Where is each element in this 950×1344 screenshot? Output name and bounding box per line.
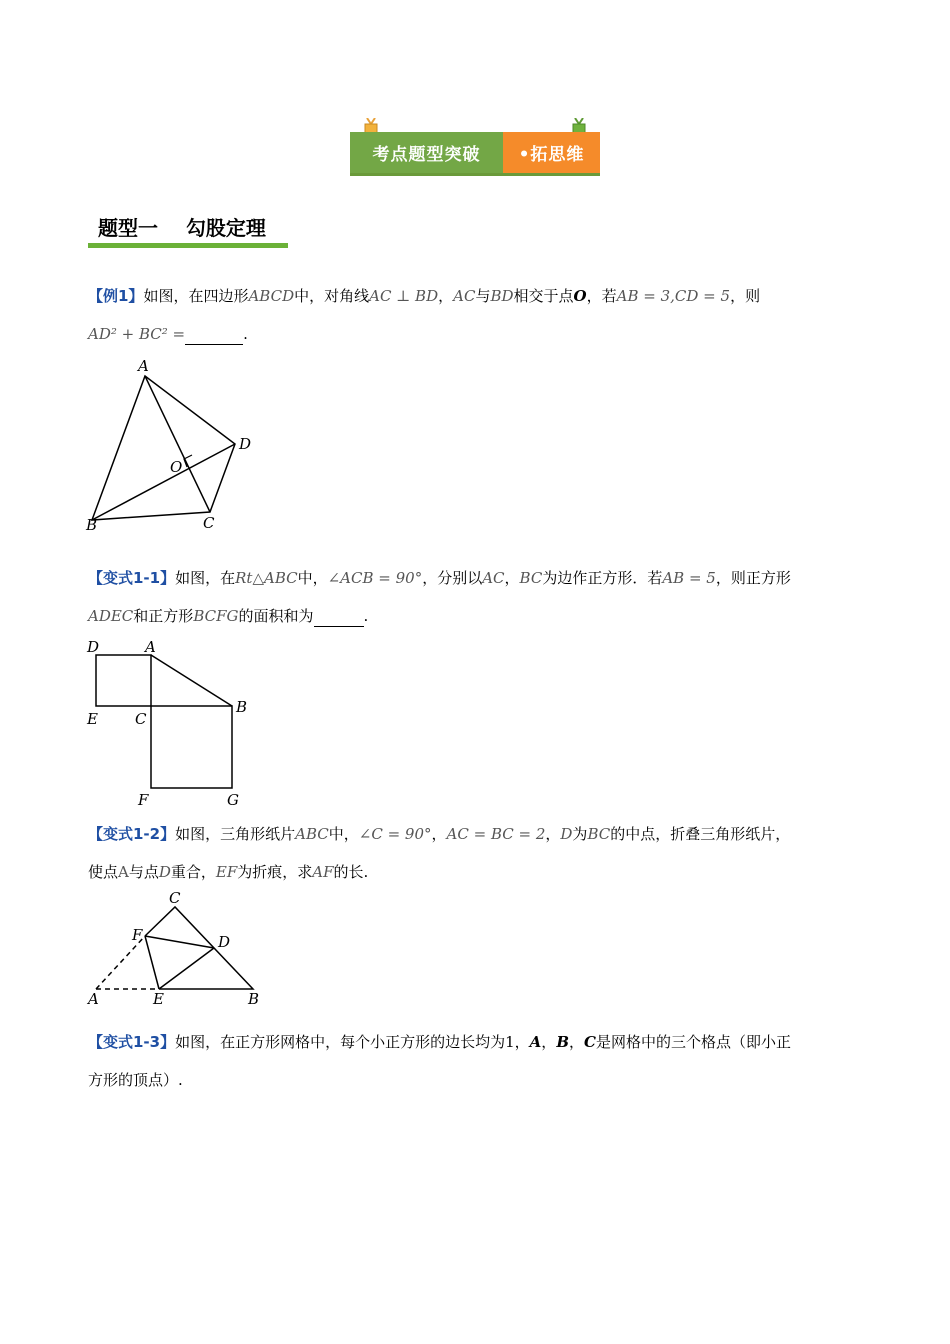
math: BD [490, 287, 514, 305]
figure-fold-triangle [84, 888, 269, 1013]
banner-right-text: •拓思维 [503, 132, 600, 173]
label-B: B [86, 516, 98, 534]
answer-blank[interactable] [314, 606, 364, 627]
text: 中， [328, 825, 359, 843]
math: C [584, 1033, 596, 1051]
variant13-tag: 【变式1-3】 [88, 1033, 176, 1051]
label-D: D [239, 435, 252, 453]
text: 为边作正方形．若 [542, 569, 663, 587]
text: 重合， [170, 863, 216, 881]
text: ， [545, 825, 561, 843]
text: ，分别以 [422, 569, 483, 587]
section-underline [88, 243, 288, 248]
answer-blank[interactable] [185, 324, 243, 345]
text: ，则正方形 [715, 569, 791, 587]
text: ，若 [586, 287, 617, 305]
math: ABCD [248, 287, 295, 305]
math: AB = 3,CD = 5 [616, 287, 731, 305]
math: BCFG [193, 607, 239, 625]
text: 方形的顶点）. [88, 1071, 183, 1089]
variant12-line1 [88, 824, 790, 844]
label-D: D [87, 638, 100, 656]
variant11-line1 [88, 568, 791, 588]
text: 中，对角线 [294, 287, 370, 305]
text: 和正方形 [133, 607, 194, 625]
math: BC [587, 825, 611, 843]
text: 是网格中的三个格点（即小正 [595, 1033, 791, 1051]
variant13-line1 [88, 1032, 791, 1052]
math: AC [453, 287, 476, 305]
math: AF [312, 863, 334, 881]
label-C: C [203, 514, 215, 532]
label-E: E [153, 990, 164, 1008]
example1-tag: 【例1】 [88, 287, 144, 305]
label-C: C [135, 710, 147, 728]
text: . [363, 607, 369, 625]
text: 的长. [333, 863, 369, 881]
text: 如图，三角形纸片 [175, 825, 296, 843]
math: O [573, 287, 587, 305]
text: 相交于点 [513, 287, 574, 305]
text: 为折痕，求 [237, 863, 313, 881]
math: AD² + BC² = [88, 325, 186, 343]
text: . [243, 325, 248, 343]
label-F: F [138, 791, 149, 809]
example1-line2 [88, 324, 248, 345]
variant12-line2 [88, 862, 368, 882]
math: AB = 5 [662, 569, 716, 587]
label-B: B [236, 698, 248, 716]
label-C: C [169, 889, 181, 907]
label-O: O [170, 458, 183, 476]
banner-left-text: 考点题型突破 [350, 132, 503, 173]
text: 中， [297, 569, 328, 587]
text: 如图，在四边形 [143, 287, 249, 305]
label-A: A [138, 357, 149, 375]
label-A: A [88, 990, 99, 1008]
text: ， [431, 825, 447, 843]
label-F: F [132, 926, 143, 944]
math: ∠ACB = 90° [327, 569, 423, 587]
example1-line1 [88, 286, 760, 306]
section-banner [350, 118, 600, 176]
label-D: D [218, 933, 231, 951]
figure-quadrilateral [80, 352, 270, 537]
math: D [158, 863, 171, 881]
label-E: E [87, 710, 98, 728]
text: 如图，在 [175, 569, 236, 587]
text: 使点 [88, 863, 119, 881]
math: AC = BC = 2 [446, 825, 546, 843]
text: 与点 [128, 863, 159, 881]
text: ， [438, 287, 454, 305]
math: AC ⊥ BD [369, 287, 439, 305]
text: 的面积和为 [238, 607, 314, 625]
label-G: G [227, 791, 239, 809]
text: 如图，在正方形网格中，每个小正方形的边长均为1， [175, 1033, 530, 1051]
variant11-tag: 【变式1-1】 [88, 569, 176, 587]
text: ， [569, 1033, 585, 1051]
variant11-line2 [88, 606, 368, 627]
section-title: 题型一 勾股定理 [98, 216, 266, 240]
variant12-tag: 【变式1-2】 [88, 825, 176, 843]
text: ，则 [730, 287, 761, 305]
math: ∠C = 90° [358, 825, 432, 843]
text: ， [541, 1033, 557, 1051]
label-A: A [145, 638, 156, 656]
text: 为 [572, 825, 588, 843]
math: ABC [295, 825, 329, 843]
figure-squares [82, 636, 262, 811]
math: BC [519, 569, 543, 587]
math: AC [482, 569, 505, 587]
math: Rt△ABC [235, 569, 298, 587]
math: B [556, 1033, 569, 1051]
text: ， [504, 569, 520, 587]
math: D [560, 825, 573, 843]
text: 的中点，折叠三角形纸片， [610, 825, 791, 843]
text: 与 [475, 287, 491, 305]
label-B: B [248, 990, 260, 1008]
variant13-line2 [88, 1070, 183, 1090]
math: A [118, 863, 129, 881]
math: ADEC [88, 607, 134, 625]
math: EF [215, 863, 238, 881]
math: A [529, 1033, 542, 1051]
banner-bar [350, 132, 600, 176]
